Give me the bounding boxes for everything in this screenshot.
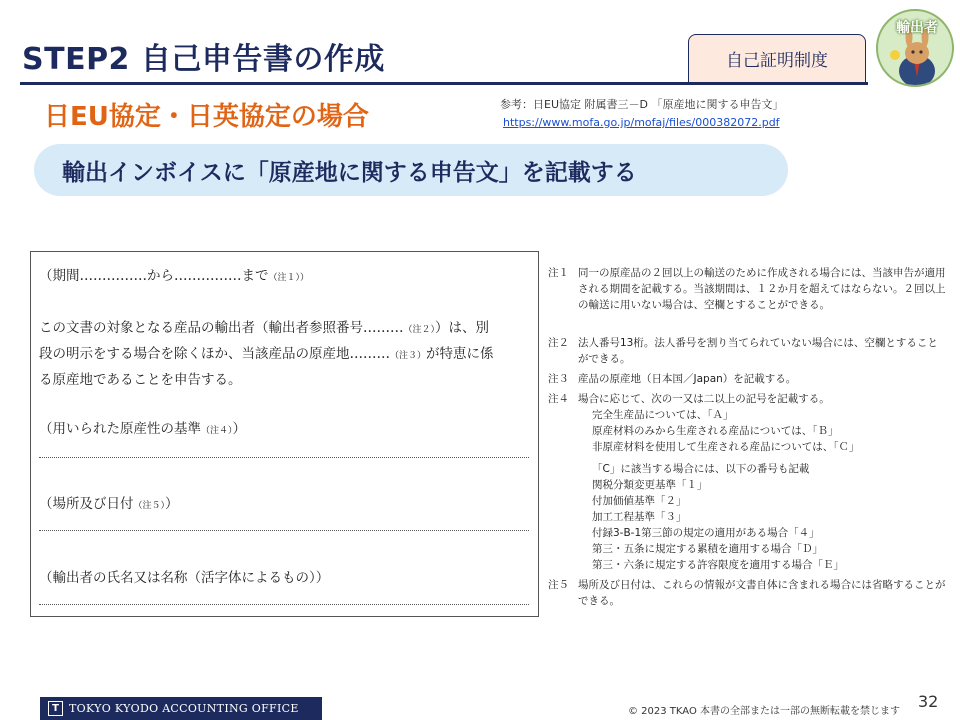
office-name: TOKYO KYODO ACCOUNTING OFFICE bbox=[69, 702, 299, 715]
form-exporter-name: （輸出者の氏名又は名称（活字体によるもの）） bbox=[39, 570, 330, 586]
form-para1-tail: ）は、別 bbox=[435, 320, 490, 336]
form-paragraph-line-3: る原産地であることを申告する。 bbox=[39, 372, 242, 388]
note-text: 法人番号13桁。法人番号を割り当てられていない場合には、空欄とすることができる。 bbox=[578, 337, 938, 365]
note-4-sub-item: 加工工程基準「３」 bbox=[592, 511, 687, 523]
note-4-sub-item: 「C」に該当する場合には、以下の番号も記載 bbox=[592, 463, 810, 475]
form-place-tail: ） bbox=[165, 496, 179, 512]
instruction-banner: 輸出インボイスに「原産地に関する申告文」を記載する bbox=[34, 144, 788, 196]
section-subtitle: 日EU協定・日英協定の場合 bbox=[44, 102, 369, 132]
mascot-label: 輸出者 bbox=[896, 20, 938, 36]
form-criterion-note: （注４） bbox=[201, 426, 233, 436]
form-paragraph-line-2 bbox=[39, 342, 494, 362]
lightbulb-icon bbox=[890, 50, 900, 60]
exporter-name-fill-line[interactable] bbox=[39, 604, 529, 605]
note-4-sub-item: 付録3-B-1第三節の規定の適用がある場合「４」 bbox=[592, 527, 820, 539]
note-text: 場所及び日付は、これらの情報が文書自体に含まれる場合には省略することができる。 bbox=[578, 579, 946, 607]
note-number: 注５ bbox=[548, 579, 569, 591]
declaration-form bbox=[30, 251, 539, 617]
note-number: 注３ bbox=[548, 373, 569, 385]
section-badge: 自己証明制度 bbox=[688, 34, 866, 83]
mascot-avatar bbox=[876, 9, 954, 87]
page-title: STEP2 自己申告書の作成 bbox=[22, 42, 385, 77]
form-period bbox=[39, 264, 309, 284]
form-criterion bbox=[39, 417, 246, 437]
footer-brand-bar bbox=[40, 697, 322, 720]
form-para2-tail: が特恵に係 bbox=[426, 346, 494, 362]
note-text: 産品の原産地（日本国／Japan）を記載する。 bbox=[578, 373, 797, 385]
note-4-sub-item: 非原産材料を使用して生産される産品については、「Ｃ」 bbox=[592, 441, 860, 453]
form-criterion-tail: ） bbox=[232, 421, 247, 437]
form-period-text: （期間……………から……………まで bbox=[39, 268, 269, 284]
form-para2-text: 段の明示をする場合を除くほか、当該産品の原産地……… bbox=[39, 346, 390, 362]
note-4-sub-item: 付加価値基準「２」 bbox=[592, 495, 687, 507]
page-number: 32 bbox=[918, 692, 939, 711]
note-text: 場合に応じて、次の一又は二以上の記号を記載する。 bbox=[578, 393, 830, 405]
form-para1-text: この文書の対象となる産品の輸出者（輸出者参照番号……… bbox=[39, 320, 404, 336]
note-4-sub-item: 関税分類変更基準「１」 bbox=[592, 479, 708, 491]
place-date-fill-line[interactable] bbox=[39, 530, 529, 531]
office-logo-icon: T bbox=[48, 701, 63, 716]
form-place-note: （注５） bbox=[133, 501, 166, 511]
note-4-sub-item: 第三・五条に規定する累積を適用する場合「Ｄ」 bbox=[592, 543, 823, 555]
form-para1-note: （注２） bbox=[403, 325, 436, 335]
note-4-sub-item: 第三・六条に規定する許容限度を適用する場合「Ｅ」 bbox=[592, 559, 844, 571]
copyright-notice: © 2023 TKAO 本書の全部または一部の無断転載を禁じます bbox=[628, 706, 901, 717]
form-period-note: （注１）） bbox=[268, 273, 310, 283]
form-place-date bbox=[39, 492, 179, 512]
form-place-text: （場所及び日付 bbox=[39, 496, 134, 512]
mascot-eye-left bbox=[911, 50, 914, 53]
form-para2-note: （注３） bbox=[390, 351, 427, 361]
form-criterion-text: （用いられた原産性の基準 bbox=[39, 421, 201, 437]
note-number: 注１ bbox=[548, 267, 569, 279]
reference-link[interactable]: https://www.mofa.go.jp/mofaj/files/000382072.pdf bbox=[503, 116, 780, 129]
note-text: 同一の原産品の２回以上の輸送のために作成される場合には、当該申告が適用される期間を記載する。当該期間は、１２か月を超えてはならない。２回以上の輸送に用いない場合は、空欄とすることができる。 bbox=[578, 267, 946, 311]
mascot-eye-right bbox=[919, 50, 922, 53]
criterion-fill-line[interactable] bbox=[39, 457, 529, 458]
note-number: 注４ bbox=[548, 393, 569, 405]
note-4-sub-item: 完全生産品については、「Ａ」 bbox=[592, 409, 734, 421]
note-number: 注２ bbox=[548, 337, 569, 349]
reference-text: 参考：日EU協定 附属書三－D 「原産地に関する申告文」 bbox=[500, 98, 784, 111]
form-paragraph-line-1 bbox=[39, 316, 489, 336]
note-4-sub-item: 原産材料のみから生産される産品については、「Ｂ」 bbox=[592, 425, 839, 437]
